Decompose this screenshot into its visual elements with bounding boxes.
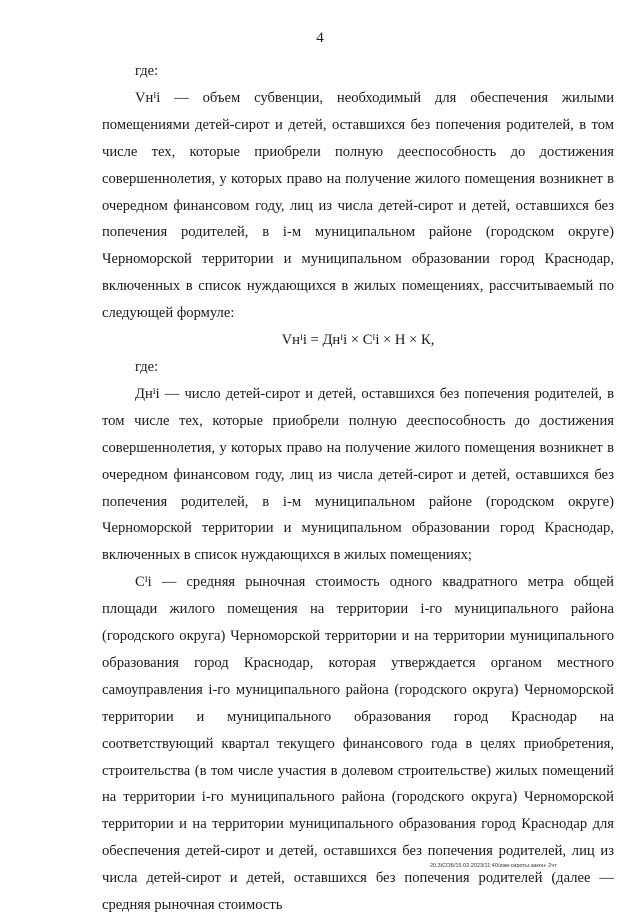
paragraph-average-cost-definition: Сᴵi — средняя рыночная стоимость одного квадратного метра общей площади жилого помещения на территории i-го муниципального района (городского округа) Черноморской территории и на территории муниципального образования город Краснодар, которая утверждается органом местного самоуправления i-го муниципального района (городского округа) Черноморской территории и муниципального образования город Краснодар на соответствующий квартал текущего финансового года в целях приобретения, строительства (в том числе участия в долевом строительстве) жилых помещений на территории i-го муниципального района (городского округа) Черноморской территории и на территории муниципального образования город Краснодар для обеспечения детей-сирот и детей, оставшихся без попечения родителей, лиц из числа детей-сирот и детей, оставшихся без попечения родителей (далее — средняя рыночная стоимость	[102, 574, 614, 914]
paragraph-where-2: где:	[135, 358, 159, 375]
paragraph-children-count-definition: Днᴵi — число детей-сирот и детей, оставшихся без попечения родителей, в том числе тех, которые приобрели полную дееспособность до достижения совершеннолетия, у которых право на получение жилого помещения возникнет в очередном финансовом году, лиц из числа детей-сирот и детей, оставшихся без попечения родителей, в i-м муниципальном районе (городском округе) Черноморской территории и муниципальном образовании город Краснодар, включенных в список нуждающихся в жилых помещениях;	[102, 385, 614, 564]
document-body	[102, 58, 614, 919]
paragraph-where-1: где:	[135, 63, 159, 79]
page-number: 4	[316, 30, 324, 46]
paragraph-subvention-definition: Vнᴵi — объем субвенции, необходимый для обеспечения жилыми помещениями детей-сирот и детей, оставшихся без попечения родителей, в том числе тех, которые приобрели полную дееспособность до достижения совершеннолетия, у которых право на получение жилого помещения возникнет в очередном финансовом году, лиц из числа детей-сирот и детей, оставшихся без попечения родителей, в i-м муниципальном районе (городском округе) Черноморской территории и муниципальном образовании город Краснодар, включенных в список нуждающихся в жилых помещениях, рассчитываемый по следующей формуле:	[102, 89, 614, 322]
document-footer-code: 20.3/СОБ/15.02.2023/11:40/изм-сироты-закон- 2чт	[430, 863, 557, 869]
formula: Vнᴵi = Днᴵi × Сᴵi × Н × К,	[281, 332, 435, 349]
